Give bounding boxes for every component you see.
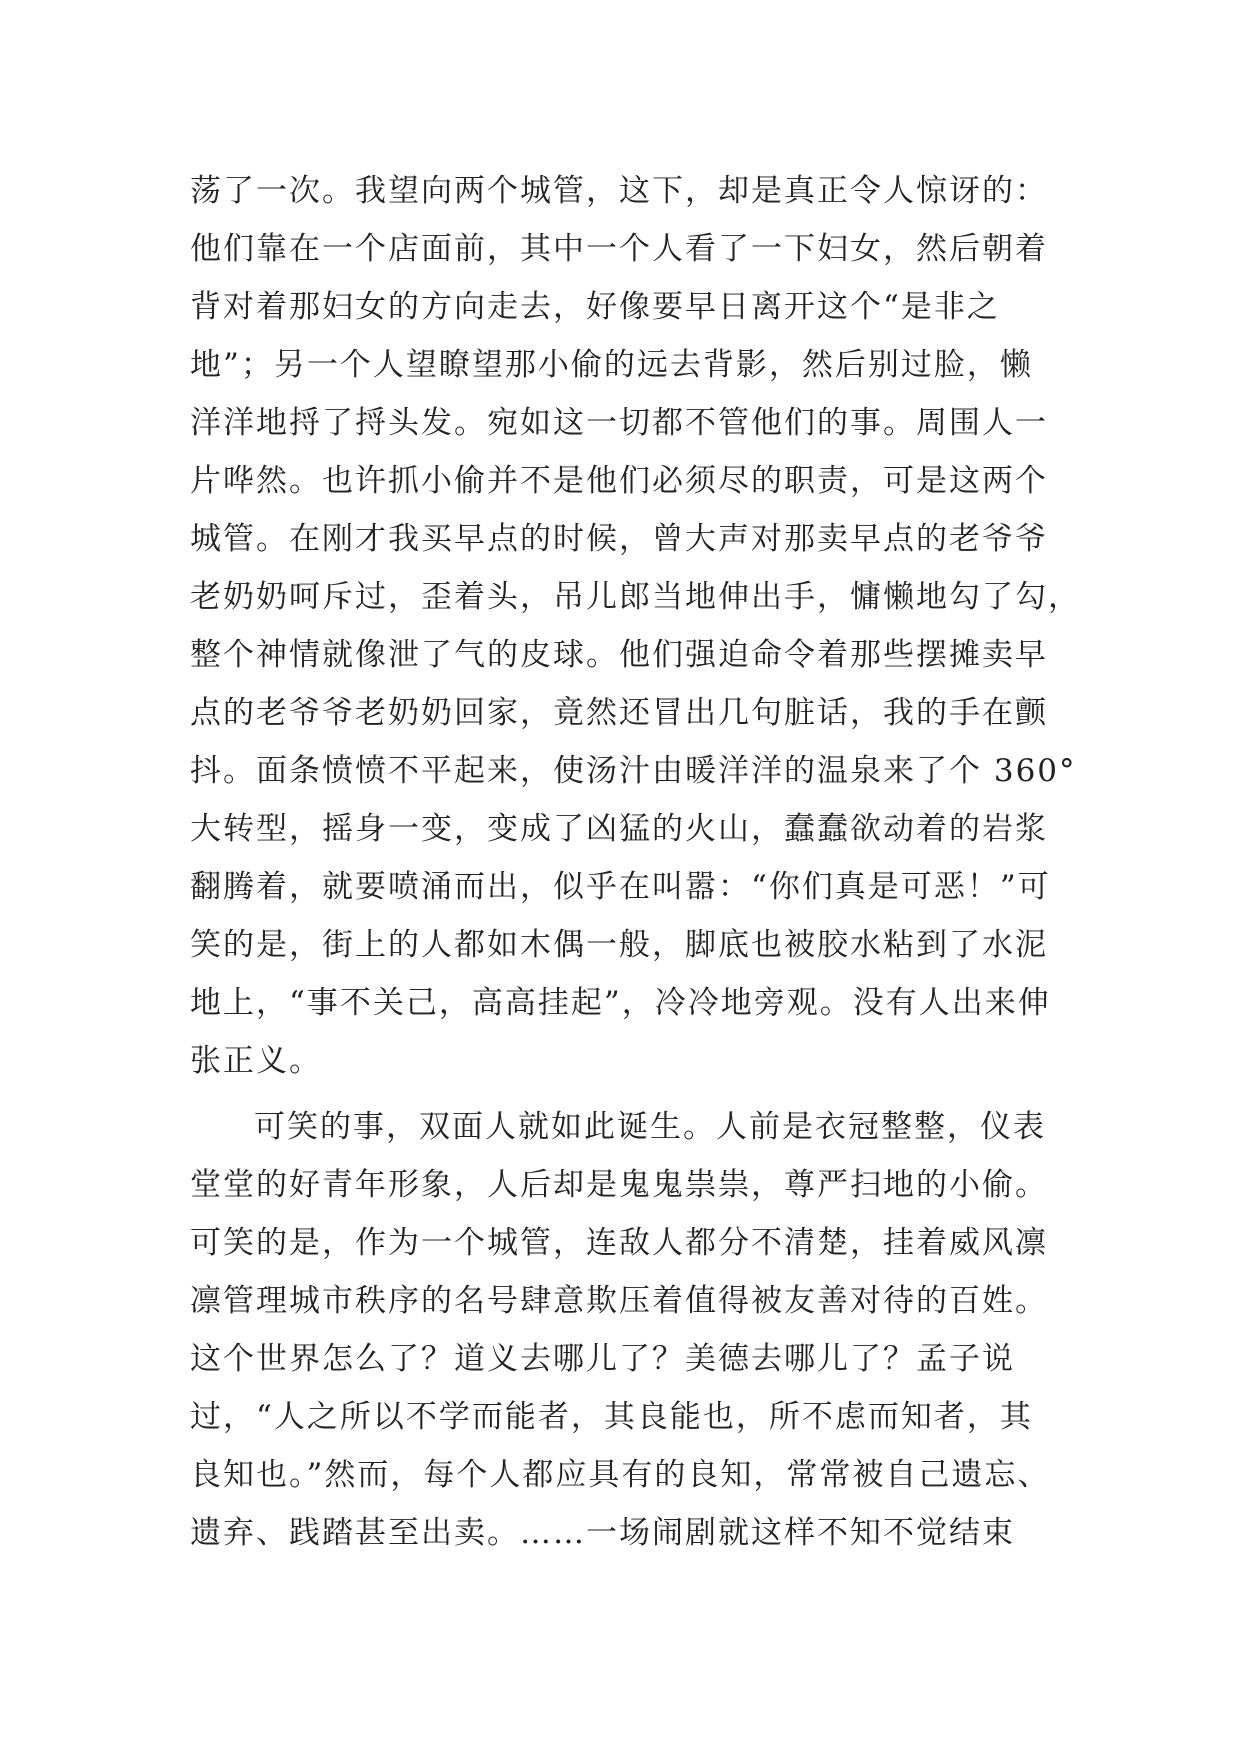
text-line: 张正义。 <box>190 1043 322 1079</box>
text-line: 这个世界怎么了？道义去哪儿了？美德去哪儿了？孟子说 <box>190 1341 1015 1377</box>
text-line: 点的老爷爷老奶奶回家，竟然还冒出几句脏话，我的手在颤 <box>190 695 1048 731</box>
text-line: 良知也。”然而，每个人都应具有的良知，常常被自己遗忘、 <box>190 1457 1051 1493</box>
text-line: 老奶奶呵斥过，歪着头，吊儿郎当地伸出手，慵懒地勾了勾， <box>190 579 1081 615</box>
text-line: 笑的是，街上的人都如木偶一般，脚底也被胶水粘到了水泥 <box>190 927 1048 963</box>
text-line: 凛管理城市秩序的名号肆意欺压着值得被友善对待的百姓。 <box>190 1283 1048 1319</box>
text-line: 可笑的是，作为一个城管，连敌人都分不清楚，挂着威风凛 <box>190 1225 1048 1261</box>
text-line: 可笑的事，双面人就如此诞生。人前是衣冠整整，仪表 <box>254 1109 1046 1145</box>
text-line: 抖。面条愤愤不平起来，使汤汁由暖洋洋的温泉来了个 360° <box>190 753 1077 789</box>
paragraph-1 <box>190 162 1081 1090</box>
text-line: 背对着那妇女的方向走去，好像要早日离开这个“是非之 <box>190 289 1000 325</box>
text-line: 遗弃、践踏甚至出卖。……一场闹剧就这样不知不觉结束 <box>190 1515 1015 1551</box>
text-line: 大转型，摇身一变，变成了凶猛的火山，蠢蠢欲动着的岩浆 <box>190 811 1048 847</box>
text-line: 荡了一次。我望向两个城管，这下，却是真正令人惊讶的： <box>190 173 1048 209</box>
text-line: 整个神情就像泄了气的皮球。他们强迫命令着那些摆摊卖早 <box>190 637 1048 673</box>
text-line: 片哗然。也许抓小偷并不是他们必须尽的职责，可是这两个 <box>190 463 1048 499</box>
text-line: 翻腾着，就要喷涌而出，似乎在叫嚣：“你们真是可恶！”可 <box>190 869 1051 905</box>
essay-body <box>190 162 1081 1562</box>
text-line: 洋洋地捋了捋头发。宛如这一切都不管他们的事。周围人一 <box>190 405 1048 441</box>
text-line: 他们靠在一个店面前，其中一个人看了一下妇女，然后朝着 <box>190 231 1048 267</box>
text-line: 堂堂的好青年形象，人后却是鬼鬼祟祟，尊严扫地的小偷。 <box>190 1167 1048 1203</box>
text-line: 城管。在刚才我买早点的时候，曾大声对那卖早点的老爷爷 <box>190 521 1048 557</box>
text-line: 地上，“事不关己，高高挂起”，冷冷地旁观。没有人出来伸 <box>190 985 1051 1021</box>
paragraph-2 <box>190 1098 1070 1562</box>
text-line: 过，“人之所以不学而能者，其良能也，所不虑而知者，其 <box>190 1399 1033 1435</box>
text-line: 地”；另一个人望瞭望那小偷的远去背影，然后别过脸，懒 <box>190 347 1033 383</box>
